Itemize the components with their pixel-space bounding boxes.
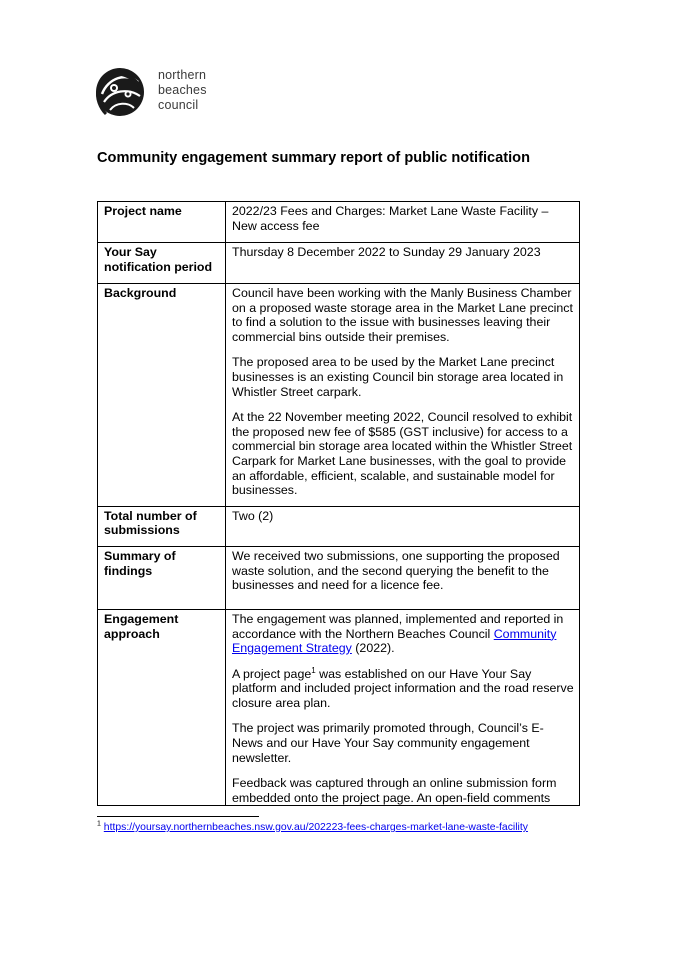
council-logo <box>92 64 252 120</box>
background-value <box>226 284 580 507</box>
engagement-paragraph-1 <box>232 612 574 656</box>
background-paragraph-2: The proposed area to be used by the Market Lane precinct businesses is an existing Council bin storage area located in Whistler Street carpark. <box>232 355 564 399</box>
footnote-divider <box>97 816 259 817</box>
total-label: Total number of submissions <box>98 506 226 546</box>
period-value: Thursday 8 December 2022 to Sunday 29 January 2023 <box>226 243 580 284</box>
summary-label: Summary of findings <box>98 546 226 609</box>
council-emblem-icon <box>92 64 152 120</box>
footnote-reference[interactable]: 1 <box>311 665 316 675</box>
footnote <box>97 822 528 833</box>
strategy-link[interactable]: Community Engagement Strategy <box>232 626 557 656</box>
engagement-paragraph-2 <box>232 667 574 711</box>
table-row-project-name <box>98 202 580 243</box>
background-paragraph-3: At the 22 November meeting 2022, Council resolved to exhibit the proposed new fee of $585 (GST inclusive) for access to a commercial bin storage area located within the Whistler Street Carpark for Market Lane businesses, with the goal to provide an affordable, efficient, scalable, and sustainable model for businesses. <box>232 410 573 498</box>
engagement-p2-end: was established on our Have Your Say platform and included project information and the road reserve closure area plan. <box>232 666 574 710</box>
logo-line-1: northern <box>158 68 207 82</box>
engagement-p1-end: (2022). <box>351 641 395 656</box>
logo-line-3: council <box>158 98 199 112</box>
background-paragraph-1: Council have been working with the Manly Business Chamber on a proposed waste storage area in the Market Lane precinct to find a solution to the issue with businesses leaving their commercial bins outside their premises. <box>232 286 573 344</box>
page-title: Community engagement summary report of public notification <box>97 150 530 166</box>
footnote-url-link[interactable]: https://yoursay.northernbeaches.nsw.gov.au/202223-fees-charges-market-lane-waste-facility <box>103 822 528 833</box>
engagement-p1-text: The engagement was planned, implemented and reported in accordance with the Northern Beaches Council <box>232 611 564 641</box>
table-row-notification-period <box>98 243 580 284</box>
engagement-paragraph-4: Feedback was captured through an online submission form embedded onto the project page. An open-field comments <box>232 776 557 805</box>
logo-line-2: beaches <box>158 83 207 97</box>
engagement-label: Engagement approach <box>98 609 226 806</box>
total-value: Two (2) <box>226 506 580 546</box>
summary-table <box>97 201 580 806</box>
engagement-paragraph-3: The project was primarily promoted through, Council’s E-News and our Have Your Say community engagement newsletter. <box>232 721 544 765</box>
engagement-p2-text: A project page <box>232 666 312 681</box>
table-row-background <box>98 284 580 507</box>
background-label: Background <box>98 284 226 507</box>
engagement-value <box>226 609 580 806</box>
table-row-engagement-approach <box>98 609 580 806</box>
table-row-total-submissions <box>98 506 580 546</box>
summary-value: We received two submissions, one supporting the proposed waste solution, and the second querying the benefit to the businesses and need for a licence fee. <box>226 546 580 609</box>
period-label: Your Say notification period <box>98 243 226 284</box>
project-name-label: Project name <box>98 202 226 243</box>
footnote-number: 1 <box>97 820 101 828</box>
project-name-value: 2022/23 Fees and Charges: Market Lane Waste Facility – New access fee <box>226 202 580 243</box>
table-row-summary-findings <box>98 546 580 609</box>
logo-wordmark <box>158 68 207 113</box>
